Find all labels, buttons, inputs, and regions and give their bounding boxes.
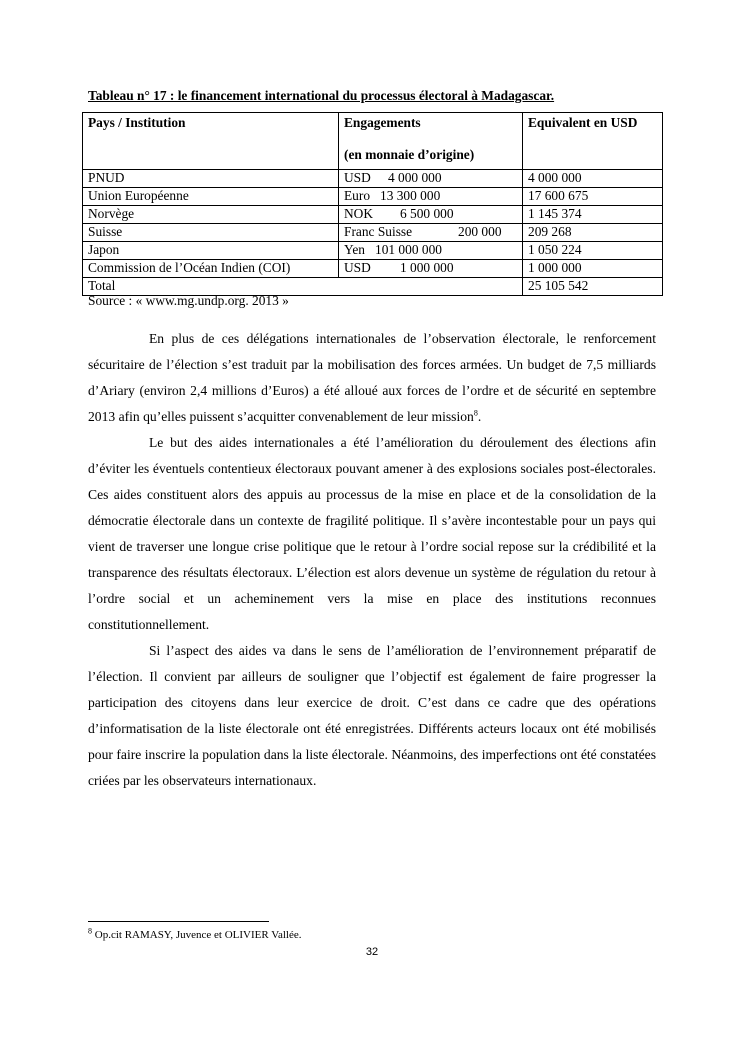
footnote-ref[interactable]: 8 xyxy=(473,408,478,418)
header-usd: Equivalent en USD xyxy=(523,113,663,170)
paragraph-2: Le but des aides internationales a été l’amélioration du déroulement des élections afin d’éviter les éventuels contentieux électoraux pouvant amener à des explosions sociales post-électorales. Ces aides constituent alors des appuis au processus de la mise en place et de la consolidation de la démocratie électorale dans un contexte de fragilité politique. Il s’avère incontestable pour un pays qui vient de traverser une longue crise politique que le retour à l’ordre social repose sur la crédibilité et la transparence des résultats électoraux. L’élection est alors devenue un système de régulation du retour à l’ordre social et un acheminement vers la mise en place des institutions reconnues constitutionnellement. xyxy=(88,435,656,632)
page-number: 32 xyxy=(365,946,379,958)
cell-amount: 200 000 xyxy=(458,224,502,239)
cell-country: Suisse xyxy=(83,224,339,242)
cell-country: Japon xyxy=(83,242,339,260)
cell-usd: 1 000 000 xyxy=(523,260,663,278)
cell-commitment xyxy=(339,206,523,224)
cell-usd: 1 145 374 xyxy=(523,206,663,224)
cell-commitment xyxy=(339,170,523,188)
cell-commitment xyxy=(339,242,523,260)
cell-usd: 17 600 675 xyxy=(523,188,663,206)
table-row xyxy=(83,242,663,260)
header-commitment xyxy=(339,113,523,170)
cell-country: Commission de l’Océan Indien (COI) xyxy=(83,260,339,278)
table-row xyxy=(83,224,663,242)
body-text xyxy=(88,326,656,794)
footnote xyxy=(88,926,302,941)
header-country: Pays / Institution xyxy=(83,113,339,170)
header-commitment-label: Engagements xyxy=(344,115,421,130)
cell-amount: 101 000 000 xyxy=(375,242,442,257)
cell-usd: 209 268 xyxy=(523,224,663,242)
cell-amount: 13 300 000 xyxy=(380,188,441,203)
table-row xyxy=(83,188,663,206)
financing-table xyxy=(82,112,663,296)
cell-amount: 1 000 000 xyxy=(400,260,454,275)
footnote-number: 8 xyxy=(88,926,92,936)
cell-currency: Franc Suisse xyxy=(344,224,413,239)
table-row xyxy=(83,260,663,278)
table-header-row xyxy=(83,113,663,170)
cell-amount: 6 500 000 xyxy=(400,206,454,221)
table-row xyxy=(83,170,663,188)
cell-commitment xyxy=(339,188,523,206)
cell-currency: Yen xyxy=(344,242,365,257)
cell-amount: 4 000 000 xyxy=(388,170,442,185)
table-source: Source : « www.mg.undp.org. 2013 » xyxy=(88,293,289,308)
paragraph-1-text: En plus de ces délégations internationales de l’observation électorale, le renforcement sécuritaire de l’élection s’est traduit par la mobilisation des forces armées. Un budget de 7,5 milliards d’Ariary (environ 2,4 millions d’Euros) a été alloué aux forces de l’ordre et de sécurité en septembre 2013 afin qu’elles puissent s’acquitter convenablement de leur mission xyxy=(88,331,656,424)
paragraph-1-end: . xyxy=(477,409,482,424)
paragraph-1 xyxy=(88,326,656,430)
cell-commitment xyxy=(339,224,523,242)
header-commitment-sub: (en monnaie d’origine) xyxy=(344,147,475,162)
cell-commitment xyxy=(339,260,523,278)
footnote-divider xyxy=(88,921,269,922)
cell-currency: USD xyxy=(344,170,371,185)
paragraph-3: Si l’aspect des aides va dans le sens de l’amélioration de l’environnement préparatif de l’élection. Il convient par ailleurs de souligner que l’objectif est également de faire progresser la participation des citoyens dans leur exercice de droit. C’est dans ce cadre que des opérations d’informatisation de la liste électorale ont été enregistrées. Différents acteurs locaux ont été mobilisés pour faire inscrire la population dans la liste électorale. Néanmoins, des imperfections ont été constatées criées par les observateurs internationaux. xyxy=(88,643,656,788)
cell-usd: 1 050 224 xyxy=(523,242,663,260)
cell-country: Union Européenne xyxy=(83,188,339,206)
cell-currency: USD xyxy=(344,260,371,275)
cell-country: PNUD xyxy=(83,170,339,188)
total-value: 25 105 542 xyxy=(523,278,663,296)
table-caption: Tableau n° 17 : le financement international du processus électoral à Madagascar. xyxy=(88,88,555,103)
cell-currency: NOK xyxy=(344,206,374,221)
cell-usd: 4 000 000 xyxy=(523,170,663,188)
total-label: Total xyxy=(83,278,523,296)
cell-country: Norvège xyxy=(83,206,339,224)
table-row xyxy=(83,206,663,224)
footnote-text: Op.cit RAMASY, Juvence et OLIVIER Vallée. xyxy=(92,929,302,941)
cell-currency: Euro xyxy=(344,188,371,203)
